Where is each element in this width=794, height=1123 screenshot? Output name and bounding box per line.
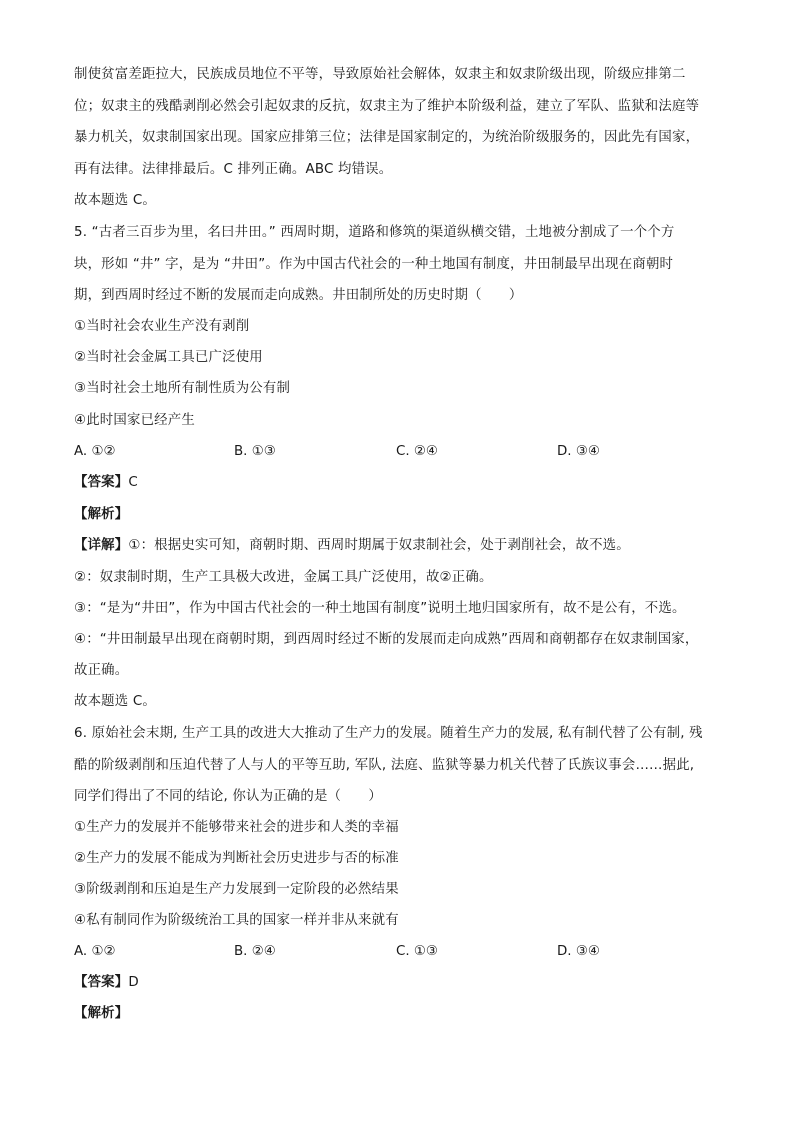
q5-statement: ①当时社会农业生产没有剥削	[74, 319, 250, 334]
intro-line: 暴力机关，奴隶制国家出现。国家应排第三位；法律是国家制定的，为统治阶级服务的，因此先有国家，	[74, 130, 700, 145]
q6-stem-line: 同学们得出了不同的结论, 你认为正确的是（ ）	[74, 789, 382, 804]
q6-stem-line: 酷的阶级剥削和压迫代替了人与人的平等互助, 军队, 法庭、监狱等暴力机关代替了氏族议事会……据此,	[74, 758, 695, 773]
detail-text: ①：根据史实可知，商朝时期、西周时期属于奴隶制社会，处于剥削社会，故不选。	[128, 538, 630, 553]
q5-option-b: B. ①③	[234, 444, 276, 459]
answer-value: D	[128, 975, 139, 990]
q5-option-d: D. ③④	[557, 444, 600, 459]
q6-statement: ③阶级剥削和压迫是生产力发展到一定阶段的必然结果	[74, 882, 399, 897]
q5-stem-line: 期，到西周时经过不断的发展而走向成熟。井田制所处的历史时期（ ）	[74, 288, 523, 303]
q5-detail-line: ④：“井田制最早出现在商朝时期，到西周时经过不断的发展而走向成熟”西周和商朝都存在奴隶制国家，	[74, 632, 699, 647]
q6-stem-line: 6. 原始社会末期, 生产工具的改进大大推动了生产力的发展。随着生产力的发展, 私有制代替了公有制, 残	[74, 726, 703, 741]
q6-option-a: A. ①②	[74, 944, 116, 959]
q6-analysis-label: 【解析】	[74, 1006, 129, 1021]
intro-conclusion: 故本题选 C。	[74, 193, 156, 208]
intro-line: 位；奴隶主的残酷剥削必然会引起奴隶的反抗，奴隶主为了维护本阶级利益，建立了军队、监狱和法庭等	[74, 99, 700, 114]
q5-detail-line: 故正确。	[74, 663, 129, 678]
q5-stem-line: 5. “古者三百步为里，名曰井田。” 西周时期，道路和修筑的渠道纵横交错，土地被分割成了一个个方	[74, 225, 675, 240]
q6-option-d: D. ③④	[557, 944, 600, 959]
q5-analysis-label: 【解析】	[74, 507, 129, 522]
q6-option-c: C. ①③	[396, 944, 438, 959]
q5-option-a: A. ①②	[74, 444, 116, 459]
q6-option-b: B. ②④	[234, 944, 276, 959]
q5-statement: ③当时社会土地所有制性质为公有制	[74, 381, 291, 396]
answer-value: C	[128, 475, 138, 490]
answer-label: 【答案】	[74, 475, 129, 490]
q5-answer	[74, 474, 138, 492]
q5-conclusion: 故本题选 C。	[74, 694, 156, 709]
detail-label: 【详解】	[74, 538, 129, 553]
q5-statement: ④此时国家已经产生	[74, 413, 195, 428]
q6-statement: ②生产力的发展不能成为判断社会历史进步与否的标准	[74, 851, 399, 866]
q6-statement: ④私有制同作为阶级统治工具的国家一样并非从来就有	[74, 913, 399, 928]
q5-stem-line: 块，形如 “井” 字，是为 “井田”。作为中国古代社会的一种土地国有制度，井田制最早出现在商朝时	[74, 257, 674, 272]
intro-line: 再有法律。法律排最后。C 排列正确。ABC 均错误。	[74, 162, 393, 177]
q5-option-c: C. ②④	[396, 444, 438, 459]
q5-detail-line: ②：奴隶制时期，生产工具极大改进，金属工具广泛使用，故②正确。	[74, 570, 493, 585]
q5-detail-line: ③：“是为“井田”，作为中国古代社会的一种土地国有制度”说明土地归国家所有，故不是公有，不选。	[74, 601, 686, 616]
q6-statement: ①生产力的发展并不能够带来社会的进步和人类的幸福	[74, 820, 399, 835]
q5-detail-line	[74, 537, 630, 555]
q6-answer	[74, 974, 139, 992]
answer-label: 【答案】	[74, 975, 129, 990]
q5-statement: ②当时社会金属工具已广泛使用	[74, 350, 263, 365]
intro-line: 制使贫富差距拉大，民族成员地位不平等，导致原始社会解体，奴隶主和奴隶阶级出现，阶级应排第二	[74, 67, 686, 82]
